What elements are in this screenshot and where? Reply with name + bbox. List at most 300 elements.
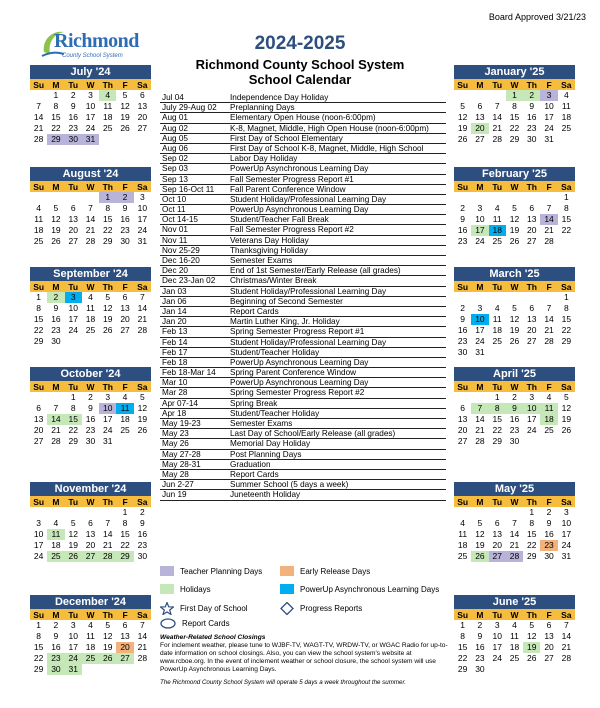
day-cell: 29 xyxy=(103,236,113,246)
event-row xyxy=(160,215,446,225)
event-date: May 19-23 xyxy=(162,419,201,428)
day-cell xyxy=(30,192,47,203)
weekday-header: Th xyxy=(523,79,540,90)
weekday-header: W xyxy=(506,609,523,620)
event-row xyxy=(160,113,446,123)
event-date: May 26 xyxy=(162,439,189,449)
day-cell: 24 xyxy=(65,653,82,664)
day-cell: 14 xyxy=(509,529,520,539)
day-cell: 14 xyxy=(33,112,44,122)
day-cell xyxy=(471,192,488,203)
event-date: Oct 14-15 xyxy=(162,215,198,225)
event-row xyxy=(160,327,446,337)
day-cell: 13 xyxy=(527,314,537,324)
week-row xyxy=(454,425,575,436)
day-cell: 20 xyxy=(33,425,44,435)
board-approved: Board Approved 3/21/23 xyxy=(488,12,586,22)
logo-name: Richmond xyxy=(54,30,139,52)
month-title: August '24 xyxy=(30,167,151,181)
month-title: September '24 xyxy=(30,267,151,281)
day-cell: 7 xyxy=(563,620,569,630)
day-cell: 25 xyxy=(33,236,44,246)
day-cell xyxy=(558,436,575,447)
day-cell: 10 xyxy=(561,518,572,528)
event-title: Student/Teacher Holiday xyxy=(230,408,320,418)
day-cell: 27 xyxy=(527,336,537,346)
event-row xyxy=(160,358,446,368)
event-date: Mar 28 xyxy=(162,388,188,398)
month-title: December '24 xyxy=(30,595,151,609)
day-cell: 9 xyxy=(477,631,483,641)
day-cell: 27 xyxy=(82,551,99,562)
weekday-header: Su xyxy=(30,609,47,620)
event-row xyxy=(160,409,446,419)
day-cell: 1 xyxy=(99,192,116,203)
day-cell: 5 xyxy=(105,620,111,630)
weekday-header: M xyxy=(471,609,488,620)
day-cell xyxy=(523,436,540,447)
event-title: Martin Luther King, Jr. Holiday xyxy=(230,317,340,327)
day-cell: 7 xyxy=(471,403,488,414)
day-cell xyxy=(489,192,506,203)
week-row xyxy=(30,631,151,642)
day-cell: 16 xyxy=(509,414,520,424)
day-cell: 21 xyxy=(509,540,520,550)
event-row xyxy=(160,378,446,388)
month-title: March '25 xyxy=(454,267,575,281)
day-cell: 9 xyxy=(122,203,128,213)
event-row xyxy=(160,164,446,174)
day-cell: 7 xyxy=(105,518,111,528)
event-date: Sep 13 xyxy=(162,174,188,184)
event-row xyxy=(160,256,446,266)
day-cell: 20 xyxy=(457,425,468,435)
day-cell: 21 xyxy=(475,425,485,435)
week-row xyxy=(30,620,151,631)
week-row xyxy=(454,134,575,145)
day-cell: 28 xyxy=(544,236,554,246)
month-grid xyxy=(454,381,575,447)
page-title: Richmond County School System xyxy=(195,57,405,72)
weekday-header: Su xyxy=(454,181,471,192)
day-cell xyxy=(471,292,488,303)
day-cell: 11 xyxy=(86,303,95,313)
day-cell: 11 xyxy=(510,631,519,641)
day-cell: 27 xyxy=(120,325,130,335)
day-cell: 11 xyxy=(47,529,64,540)
event-date: Oct 11 xyxy=(162,205,186,215)
day-cell xyxy=(471,507,488,518)
event-title: Report Cards xyxy=(230,469,279,479)
event-date: Nov 01 xyxy=(162,225,188,235)
day-cell: 13 xyxy=(68,214,78,224)
day-cell: 2 xyxy=(512,392,517,402)
day-cell: 28 xyxy=(506,551,523,562)
day-cell: 12 xyxy=(103,631,113,641)
day-cell xyxy=(134,134,151,145)
event-row xyxy=(160,276,446,286)
day-cell xyxy=(558,134,575,145)
event-date: Feb 17 xyxy=(162,347,188,357)
event-title: PowerUp Asynchronous Learning Day xyxy=(230,357,369,367)
day-cell: 9 xyxy=(460,214,465,224)
event-row xyxy=(160,93,446,103)
weekday-header: F xyxy=(116,496,133,507)
month-title: July '24 xyxy=(30,65,151,79)
day-cell: 31 xyxy=(137,236,148,246)
event-row xyxy=(160,195,446,205)
weekday-header: F xyxy=(116,609,133,620)
day-cell: 15 xyxy=(51,112,61,122)
event-title: Labor Day Holiday xyxy=(230,154,298,164)
month-grid xyxy=(30,281,151,347)
week-row xyxy=(30,101,151,112)
weekday-header: Su xyxy=(454,79,471,90)
weekday-header: Th xyxy=(99,281,116,292)
weekday-header: Tu xyxy=(489,496,506,507)
event-title: Graduation xyxy=(230,459,271,469)
event-date: Feb 18-Mar 14 xyxy=(162,368,216,378)
day-cell: 28 xyxy=(33,134,44,144)
day-cell: 10 xyxy=(33,529,44,539)
weekday-header: W xyxy=(82,79,99,90)
day-cell: 18 xyxy=(103,112,113,122)
day-cell: 15 xyxy=(457,642,468,652)
day-cell xyxy=(82,507,99,518)
day-cell xyxy=(523,664,540,675)
day-cell: 16 xyxy=(457,325,468,335)
weekday-header: M xyxy=(471,181,488,192)
footer-note: The Richmond County School System will operate 5 days a week throughout the summer. xyxy=(160,679,407,686)
day-cell: 4 xyxy=(546,392,552,402)
day-cell: 10 xyxy=(99,403,116,414)
event-row xyxy=(160,368,446,378)
event-title: Student Holiday/Professional Learning Day xyxy=(230,194,387,204)
day-cell: 10 xyxy=(68,631,78,641)
legend-label: PowerUp Asynchronous Learning Days xyxy=(300,584,440,594)
day-cell xyxy=(540,192,557,203)
week-row xyxy=(454,192,575,203)
day-cell: 25 xyxy=(509,653,520,663)
day-cell: 18 xyxy=(561,112,572,122)
day-cell xyxy=(454,292,471,303)
day-cell: 8 xyxy=(563,203,569,213)
weekday-header: F xyxy=(540,609,557,620)
day-cell xyxy=(30,507,47,518)
week-row xyxy=(30,414,151,425)
weekday-header: M xyxy=(47,496,64,507)
oval-icon xyxy=(160,618,176,629)
day-cell: 17 xyxy=(68,642,78,652)
day-cell: 7 xyxy=(53,403,59,413)
month-grid xyxy=(454,79,575,145)
day-cell: 20 xyxy=(85,540,96,550)
day-cell: 27 xyxy=(489,551,506,562)
day-cell: 15 xyxy=(561,214,572,224)
day-cell: 29 xyxy=(492,436,502,446)
day-cell xyxy=(540,347,557,358)
day-cell: 6 xyxy=(70,203,76,213)
event-row xyxy=(160,470,446,480)
day-cell: 23 xyxy=(540,540,557,551)
day-cell: 7 xyxy=(139,620,145,630)
day-cell: 28 xyxy=(475,436,485,446)
day-cell xyxy=(489,90,506,101)
event-title: First Day of School Elementary xyxy=(230,133,343,143)
event-row xyxy=(160,124,446,134)
day-cell xyxy=(558,236,575,247)
week-row xyxy=(30,551,151,562)
event-date: Jun 2-27 xyxy=(162,480,194,490)
weekday-header: W xyxy=(82,381,99,392)
weekday-header: Th xyxy=(99,181,116,192)
month-title: February '25 xyxy=(454,167,575,181)
day-cell: 22 xyxy=(527,540,537,550)
day-cell: 28 xyxy=(492,134,502,144)
day-cell: 14 xyxy=(137,631,148,641)
day-cell xyxy=(47,507,64,518)
event-date: Aug 05 xyxy=(162,133,188,143)
month-grid xyxy=(454,609,575,675)
weekday-header: Su xyxy=(454,381,471,392)
weekday-header: F xyxy=(116,381,133,392)
day-cell: 2 xyxy=(460,303,465,313)
day-cell: 15 xyxy=(492,414,502,424)
day-cell: 1 xyxy=(70,392,76,402)
weather-notice xyxy=(160,634,450,687)
day-cell: 6 xyxy=(36,403,41,413)
day-cell: 21 xyxy=(103,540,113,550)
day-cell: 10 xyxy=(475,214,485,224)
weekday-header: Sa xyxy=(134,609,151,620)
day-cell: 1 xyxy=(460,620,465,630)
day-cell: 26 xyxy=(137,425,148,435)
day-cell: 31 xyxy=(544,134,554,144)
day-cell: 18 xyxy=(85,642,96,652)
weekday-header: Sa xyxy=(558,381,575,392)
event-row xyxy=(160,225,446,235)
day-cell: 30 xyxy=(544,551,554,561)
weather-title: Weather-Related School Closings xyxy=(160,634,266,641)
day-cell: 28 xyxy=(85,236,96,246)
event-title: Spring Break xyxy=(230,398,278,408)
event-title: Thanksgiving Holiday xyxy=(230,245,308,255)
weekday-header: Sa xyxy=(558,496,575,507)
day-cell: 10 xyxy=(544,101,554,111)
weekday-header: Th xyxy=(99,79,116,90)
day-cell xyxy=(540,664,557,675)
day-cell: 21 xyxy=(33,123,44,133)
week-row xyxy=(454,529,575,540)
event-title: End of 1st Semester/Early Release (all grades) xyxy=(230,266,401,276)
day-cell: 17 xyxy=(527,414,537,424)
day-cell: 18 xyxy=(540,414,557,425)
event-date: Jan 14 xyxy=(162,306,187,316)
day-cell: 3 xyxy=(477,303,483,313)
event-title: Summer School (5 days a week) xyxy=(230,480,349,490)
day-cell: 18 xyxy=(457,540,468,550)
day-cell: 24 xyxy=(492,653,502,663)
week-row xyxy=(30,664,151,675)
week-row xyxy=(454,392,575,403)
weekday-header: Su xyxy=(30,496,47,507)
day-cell: 23 xyxy=(85,425,96,435)
event-title: Post Planning Days xyxy=(230,449,302,459)
day-cell: 18 xyxy=(120,414,130,424)
weekday-header: M xyxy=(47,381,64,392)
day-cell: 7 xyxy=(512,518,517,528)
month-title: November '24 xyxy=(30,482,151,496)
event-row xyxy=(160,338,446,348)
day-cell: 30 xyxy=(457,347,468,357)
event-title: Spring Parent Conference Window xyxy=(230,368,357,378)
day-cell: 11 xyxy=(103,101,113,111)
day-cell: 11 xyxy=(86,631,95,641)
day-cell: 8 xyxy=(460,631,465,641)
event-date: May 28 xyxy=(162,469,189,479)
day-cell: 2 xyxy=(53,620,59,630)
weekday-header: W xyxy=(506,381,523,392)
day-cell: 22 xyxy=(51,123,61,133)
month-calendar xyxy=(30,267,151,347)
teacher-planning-swatch xyxy=(160,566,174,576)
event-row xyxy=(160,175,446,185)
weekday-header: Tu xyxy=(489,281,506,292)
event-title: Spring Semester Progress Report #2 xyxy=(230,388,365,398)
day-cell: 5 xyxy=(105,292,111,302)
day-cell: 19 xyxy=(68,540,78,550)
event-row xyxy=(160,388,446,398)
month-calendar xyxy=(454,267,575,358)
day-cell: 17 xyxy=(137,214,148,224)
weekday-header: M xyxy=(47,281,64,292)
day-cell: 22 xyxy=(33,325,44,335)
day-cell: 9 xyxy=(70,101,76,111)
week-row xyxy=(454,112,575,123)
day-cell: 6 xyxy=(529,203,535,213)
week-row xyxy=(30,90,151,101)
week-row xyxy=(454,642,575,653)
event-row xyxy=(160,307,446,317)
day-cell: 29 xyxy=(47,134,64,145)
weekday-header: Sa xyxy=(134,381,151,392)
day-cell: 3 xyxy=(540,90,557,101)
day-cell: 2 xyxy=(546,507,552,517)
week-row xyxy=(30,203,151,214)
weekday-header: Su xyxy=(30,381,47,392)
month-calendar xyxy=(30,595,151,675)
day-cell: 9 xyxy=(139,518,145,528)
day-cell: 3 xyxy=(563,507,569,517)
day-cell xyxy=(558,664,575,675)
day-cell: 8 xyxy=(512,101,517,111)
day-cell: 15 xyxy=(527,529,537,539)
week-row xyxy=(454,236,575,247)
week-row xyxy=(454,336,575,347)
day-cell: 18 xyxy=(85,314,96,324)
day-cell: 20 xyxy=(492,540,502,550)
event-row xyxy=(160,460,446,470)
weekday-header: F xyxy=(540,181,557,192)
month-calendar xyxy=(30,367,151,447)
event-title: Fall Semester Progress Report #2 xyxy=(230,225,354,235)
day-cell: 3 xyxy=(477,203,483,213)
day-cell: 24 xyxy=(544,123,554,133)
day-cell: 24 xyxy=(137,225,148,235)
day-cell: 17 xyxy=(103,414,113,424)
day-cell: 5 xyxy=(53,203,59,213)
day-cell: 20 xyxy=(527,225,537,235)
day-cell: 7 xyxy=(494,101,500,111)
week-row xyxy=(30,518,151,529)
day-cell: 1 xyxy=(506,90,523,101)
day-cell: 26 xyxy=(120,123,130,133)
day-cell: 6 xyxy=(460,403,465,413)
weekday-header: F xyxy=(116,281,133,292)
day-cell: 23 xyxy=(457,236,468,246)
day-cell: 17 xyxy=(561,529,572,539)
day-cell: 30 xyxy=(137,551,148,561)
event-date: July 29-Aug 02 xyxy=(162,103,217,113)
week-row xyxy=(454,325,575,336)
day-cell: 22 xyxy=(68,425,78,435)
day-cell xyxy=(30,392,47,403)
day-cell: 8 xyxy=(563,303,569,313)
day-cell xyxy=(523,192,540,203)
weekday-header: W xyxy=(82,609,99,620)
week-row xyxy=(30,653,151,664)
event-date: May 27-28 xyxy=(162,449,201,459)
event-row xyxy=(160,144,446,154)
event-date: Jan 03 xyxy=(162,286,187,296)
day-cell: 16 xyxy=(544,529,554,539)
event-date: Jan 06 xyxy=(162,296,187,306)
event-title: Preplanning Days xyxy=(230,103,295,113)
weekday-header: Tu xyxy=(65,281,82,292)
page-subtitle: School Calendar xyxy=(248,72,352,87)
day-cell xyxy=(523,292,540,303)
day-cell: 30 xyxy=(85,436,96,446)
week-row xyxy=(454,436,575,447)
day-cell: 22 xyxy=(492,425,502,435)
day-cell xyxy=(489,664,506,675)
day-cell: 28 xyxy=(137,325,148,335)
day-cell: 23 xyxy=(509,425,520,435)
day-cell: 25 xyxy=(82,653,99,664)
day-cell: 29 xyxy=(457,664,468,674)
day-cell: 9 xyxy=(88,403,93,413)
day-cell: 23 xyxy=(527,123,537,133)
event-row xyxy=(160,185,446,195)
day-cell xyxy=(506,664,523,675)
day-cell: 6 xyxy=(139,90,145,100)
day-cell: 25 xyxy=(492,336,502,346)
month-grid xyxy=(30,609,151,675)
day-cell: 18 xyxy=(509,642,520,652)
day-cell: 13 xyxy=(120,631,130,641)
day-cell: 11 xyxy=(34,214,44,224)
day-cell: 28 xyxy=(544,336,554,346)
event-row xyxy=(160,297,446,307)
day-cell: 12 xyxy=(137,403,148,413)
day-cell: 10 xyxy=(523,403,540,414)
day-cell: 21 xyxy=(492,123,502,133)
day-cell: 8 xyxy=(36,631,41,641)
event-row xyxy=(160,317,446,327)
day-cell: 22 xyxy=(120,540,130,550)
day-cell: 25 xyxy=(47,551,64,562)
day-cell: 4 xyxy=(563,90,569,100)
